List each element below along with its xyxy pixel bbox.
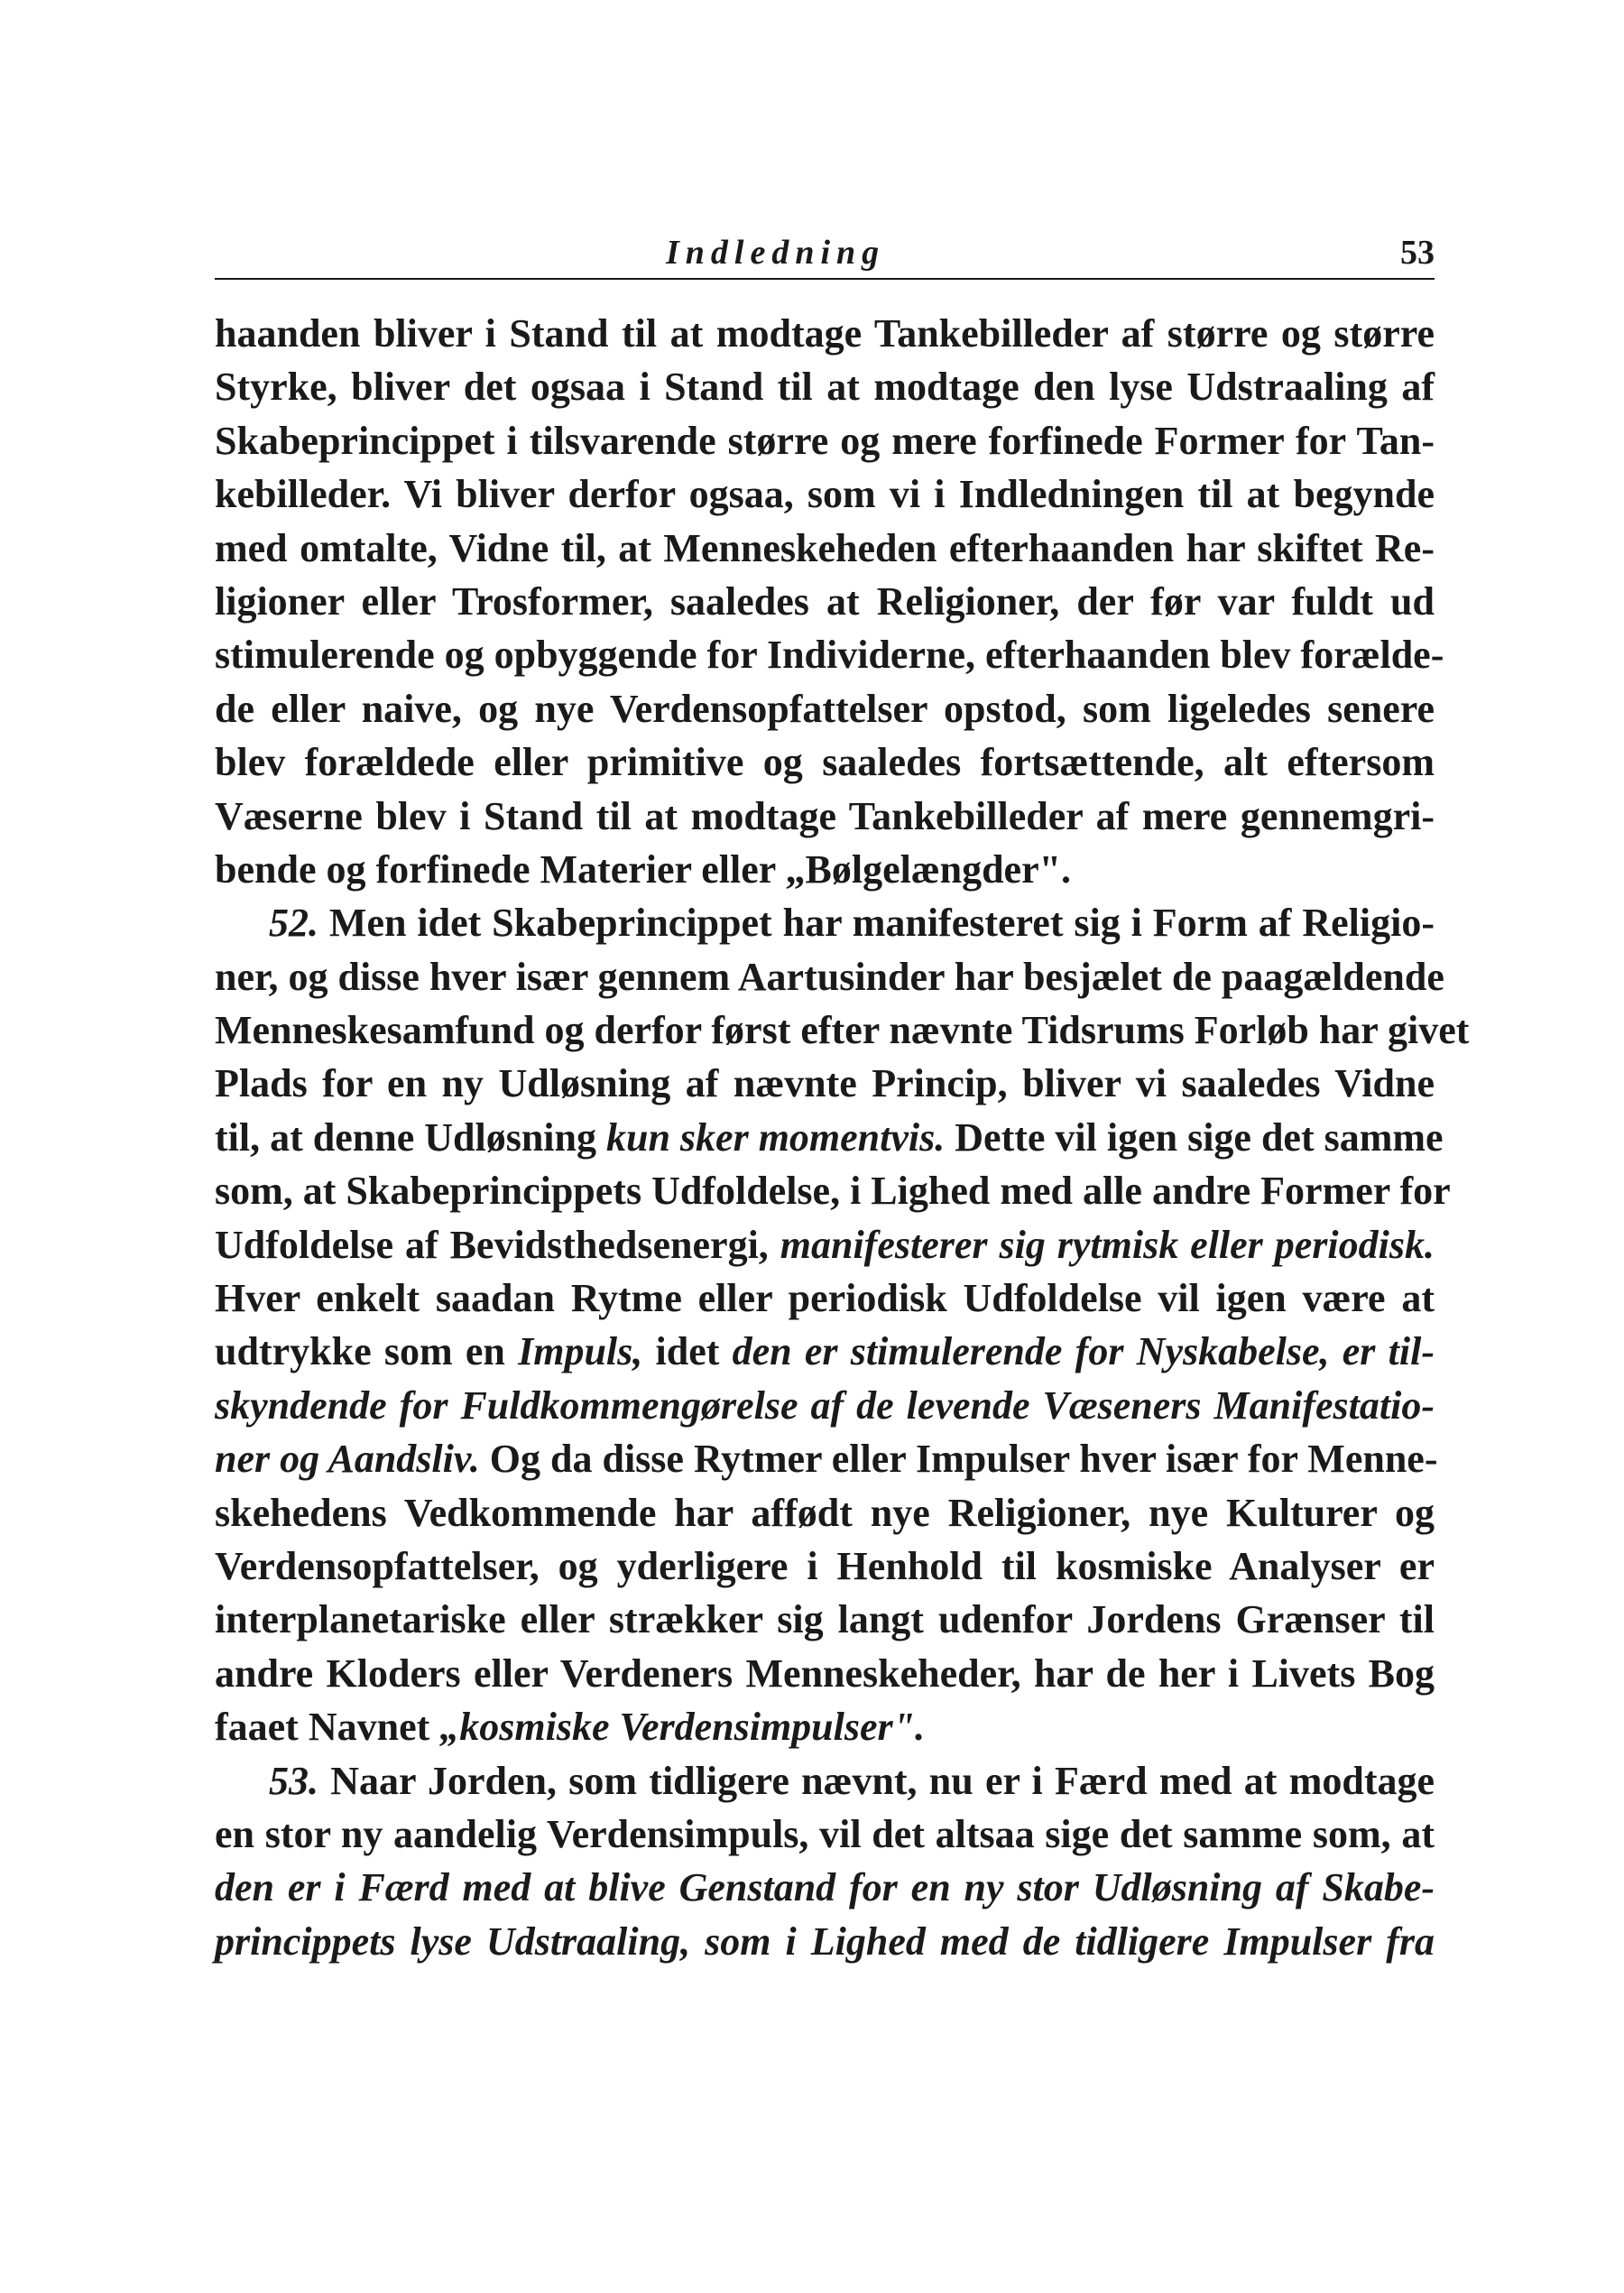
text-segment: som, at Skabeprincippets Udfoldelse, i Lighed med alle andre Former for xyxy=(215,1169,1451,1214)
text-line xyxy=(215,1325,1435,1378)
text-segment: faaet Navnet xyxy=(215,1705,440,1750)
text-line xyxy=(215,1754,1435,1808)
text-line xyxy=(215,682,1435,735)
text-line xyxy=(215,1164,1451,1217)
text-line xyxy=(215,522,1435,575)
text-line xyxy=(215,1647,1435,1700)
running-title: Indledning xyxy=(666,234,886,272)
text-line xyxy=(215,467,1435,521)
text-segment: de eller naive, og nye Verdensopfattelser opstod, som ligeledes senere xyxy=(215,686,1435,731)
text-line xyxy=(215,414,1435,467)
italic-text-segment: manifesterer sig rytmisk eller periodisk. xyxy=(780,1222,1435,1267)
text-line xyxy=(215,1057,1435,1110)
text-segment: Hver enkelt saadan Rytme eller periodisk Udfoldelse vil igen være at xyxy=(215,1276,1435,1321)
text-line xyxy=(215,575,1435,628)
text-segment: andre Kloders eller Verdeners Menneskeheder, har de her i Livets Bog xyxy=(215,1650,1435,1696)
text-line xyxy=(215,843,1435,896)
text-line xyxy=(215,1111,1444,1164)
text-line xyxy=(215,1700,1435,1753)
text-line xyxy=(215,307,1435,360)
text-segment: stimulerende og opbyggende for Individerne, efterhaanden blev forælde- xyxy=(215,633,1444,678)
text-line xyxy=(215,1218,1435,1271)
italic-text-segment: den er stimulerende for Nyskabelse, er til- xyxy=(732,1329,1435,1374)
italic-text-segment: den er i Færd med at blive Genstand for en ny stor Udløsning af Skabe- xyxy=(215,1865,1435,1910)
text-segment: bende og forfinede Materier eller „Bølgelængder". xyxy=(215,846,1072,892)
running-header xyxy=(215,233,1435,280)
text-line xyxy=(215,1003,1470,1057)
text-segment: Skabeprincippet i tilsvarende større og mere forfinede Former for Tan- xyxy=(215,418,1435,463)
text-segment: en stor ny aandelig Verdensimpuls, vil det altsaa sige det samme som, at xyxy=(215,1811,1435,1856)
text-segment: ner, og disse hver især gennem Aartusinder har besjælet de paagældende xyxy=(215,954,1444,999)
text-line xyxy=(215,1271,1435,1325)
text-segment: Udfoldelse af Bevidsthedsenergi, xyxy=(215,1222,780,1267)
italic-text-segment: princippets lyse Udstraaling, som i Lighed med de tidligere Impulser fra xyxy=(215,1919,1435,1964)
text-segment: til, at denne Udløsning xyxy=(215,1114,606,1160)
text-segment: ligioner eller Trosformer, saaledes at Religioner, der før var fuldt ud xyxy=(215,578,1435,624)
text-line xyxy=(215,790,1435,843)
text-line xyxy=(215,896,1435,949)
text-segment: Plads for en ny Udløsning af nævnte Princip, bliver vi saaledes Vidne xyxy=(215,1061,1435,1106)
text-segment: interplanetariske eller strækker sig langt udenfor Jordens Grænser til xyxy=(215,1597,1435,1642)
text-line xyxy=(215,1861,1435,1914)
text-segment: Dette vil igen sige det samme xyxy=(945,1114,1444,1160)
italic-text-segment: 53. xyxy=(269,1758,318,1803)
text-segment: Væserne blev i Stand til at modtage Tankebilleder af mere gennemgri- xyxy=(215,793,1435,838)
text-segment: Menneskesamfund og derfor først efter nævnte Tidsrums Forløb har givet xyxy=(215,1008,1470,1053)
text-segment: Verdensopfattelser, og yderligere i Henhold til kosmiske Analyser er xyxy=(215,1543,1435,1588)
italic-text-segment: kun sker momentvis. xyxy=(605,1114,946,1160)
italic-text-segment: ner og Aandsliv. xyxy=(215,1437,480,1482)
text-line xyxy=(215,1432,1438,1485)
text-segment: blev forældede eller primitive og saaledes fortsættende, alt eftersom xyxy=(215,740,1435,785)
italic-text-segment: 52. xyxy=(269,901,318,946)
text-line xyxy=(215,628,1444,681)
text-segment: med omtalte, Vidne til, at Menneskeheden efterhaanden har skiftet Re- xyxy=(215,525,1435,570)
italic-text-segment: Impuls, xyxy=(518,1329,643,1374)
text-line xyxy=(215,735,1435,789)
text-line xyxy=(215,1379,1435,1432)
text-line xyxy=(215,1539,1435,1593)
text-segment: udtrykke som en xyxy=(215,1329,519,1374)
text-segment: kebilleder. Vi bliver derfor ogsaa, som vi i Indledningen til at begynde xyxy=(215,472,1435,517)
text-segment: haanden bliver i Stand til at modtage Tankebilleder af større og større xyxy=(215,311,1435,356)
page-number: 53 xyxy=(1400,234,1435,272)
italic-text-segment: „kosmiske Verdensimpulser". xyxy=(439,1705,926,1750)
text-segment: idet xyxy=(642,1329,733,1374)
text-line xyxy=(215,1486,1435,1539)
text-line xyxy=(215,1808,1435,1861)
text-line xyxy=(215,1915,1435,1968)
italic-text-segment: skyndende for Fuldkommengørelse af de levende Væseners Manifestatio- xyxy=(215,1382,1435,1428)
text-segment: Styrke, bliver det ogsaa i Stand til at modtage den lyse Udstraaling af xyxy=(215,365,1435,410)
text-segment: skehedens Vedkommende har affødt nye Religioner, nye Kulturer og xyxy=(215,1490,1435,1535)
text-segment: Og da disse Rytmer eller Impulser hver især for Menne- xyxy=(479,1437,1438,1482)
text-line xyxy=(215,950,1444,1003)
text-segment: Naar Jorden, som tidligere nævnt, nu er i Færd med at modtage xyxy=(318,1758,1435,1803)
text-segment: Men idet Skabeprincippet har manifesteret sig i Form af Religio- xyxy=(318,901,1435,946)
text-line xyxy=(215,360,1435,413)
body-text xyxy=(215,307,1470,1968)
text-line xyxy=(215,1593,1435,1646)
